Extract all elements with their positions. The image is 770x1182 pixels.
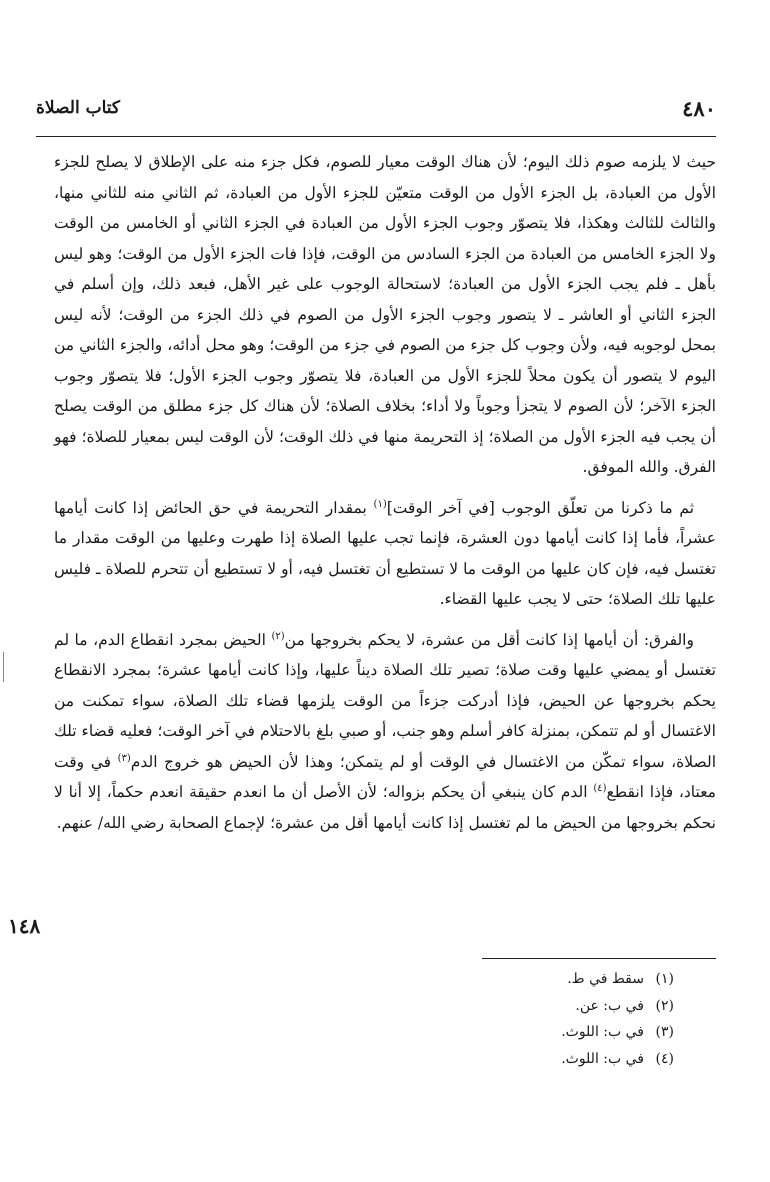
footnote-ref-2: (٢) <box>271 630 285 642</box>
footnote-text: سقط في ط. <box>567 971 644 987</box>
footnote-ref-3: (٣) <box>117 752 131 764</box>
footnote-2 <box>561 993 674 1020</box>
paragraph-3 <box>54 625 716 839</box>
main-text <box>54 147 716 838</box>
paragraph-3-part-4: الدم كان ينبغي أن يحكم بزواله؛ لأن الأصل أن ما انعدم حقيقة انعدم حكماً، إلا أنا لا نحكم بخروجها من الحيض ما لم تغتسل إذا كانت أيامها أقل من عشرة؛ لإجماع الصحابة رضي الله/ عنهم. <box>54 783 716 832</box>
footnote-number: (٣) <box>655 1024 674 1040</box>
footnote-4 <box>561 1046 674 1073</box>
paragraph-3-part-1: والفرق: أن أيامها إذا كانت أقل من عشرة، لا يحكم بخروجها من <box>284 630 694 649</box>
footnote-number: (٤) <box>655 1050 674 1067</box>
footnote-1 <box>561 966 674 993</box>
manuscript-page-ref: ١٤٨ <box>8 914 41 938</box>
footnotes <box>561 966 674 1072</box>
paragraph-1: حيث لا يلزمه صوم ذلك اليوم؛ لأن هناك الوقت معيار للصوم، فكل جزء منه على الإطلاق لا يصلح للجزء الأول من العبادة، بل الجزء الأول من الوقت متعيّن للجزء الأول من العبادة، ثم الثاني منه للثاني منها، والثالث للثالث وهكذا، فلا يتصوّر وجوب الجزء الأول من العبادة في الجزء الثاني أو الخامس من الوقت ولا الجزء الخامس من العبادة من الجزء السادس من الوقت، فإذا فات الجزء الأول من الوقت؛ وهو ليس بأهل ـ فلم يجب الجزء الأول من العبادة؛ لاستحالة الوجوب على غير الأهل، فبعد ذلك، وإن أسلم في الجزء الثاني أو العاشر ـ لا يتصور وجوب الجزء الأول من الصوم في ذلك الجزء من الوقت؛ لأنه ليس بمحل لوجوبه فيه، ولأن وجوب كل جزء من الصوم في جزء من الوقت؛ وهو محل أدائه، والجزء الثاني من اليوم لا يتصور أن يكون محلاً للجزء الأول من العبادة، فلا يتصوّر وجوب الجزء الأول؛ فلا يتصوّر وجوب الجزء الآخر؛ لأن الصوم لا يتجزأ وجوباً ولا أداء؛ بخلاف الصلاة؛ لأن هناك كل جزء مطلق من الوقت يصلح أن يجب فيه الجزء الأول من الصلاة؛ إذ التحريمة منها في ذلك الوقت؛ لأن الوقت ليس بمعيار للصلاة؛ فهو الفرق. والله الموفق. <box>54 153 716 476</box>
page-number: ٤٨٠ <box>682 96 716 121</box>
footnote-text: في ب: اللوث. <box>561 1050 644 1067</box>
page-header <box>36 96 716 128</box>
margin-mark <box>3 652 4 682</box>
footnote-text: في ب: عن. <box>575 997 644 1014</box>
footnote-3 <box>561 1019 674 1046</box>
footnote-number: (٢) <box>655 997 674 1014</box>
paragraph-3-part-2: الحيض بمجرد انقطاع الدم، ما لم تغتسل أو يمضي عليها وقت صلاة؛ تصير تلك الصلاة ديناً عليها، وإذا كانت أيامها عشرة؛ بمجرد الانقطاع يحكم بخروجها عن الحيض، فإذا أدركت جزءاً من الوقت يلزمها قضاء تلك الصلاة، سواء تمكنت من الاغتسال أو لم تتمكن، بمنزلة كافر أسلم وهو جنب، أو صبي بلغ بالاحتلام في آخر الوقت؛ فعليه قضاء تلك الصلاة، سواء تمكّن من الاغتسال في الوقت أو لم يتمكن؛ وهذا لأن الحيض هو خروج الدم <box>54 630 716 771</box>
footnote-text: في ب: اللوث. <box>561 1024 644 1040</box>
paragraph-2-part-1: ثم ما ذكرنا من تعلّق الوجوب [في آخر الوقت] <box>386 498 695 517</box>
footnote-rule <box>482 958 716 959</box>
paragraph-3-part-3: في وقت معتاد، فإذا انقطع <box>54 752 716 801</box>
footnote-number: (١) <box>655 971 674 987</box>
paragraph-2-part-2: بمقدار التحريمة في حق الحائض إذا كانت أيامها عشراً، فأما إذا كانت أيامها دون العشرة، فإنما تجب عليها الصلاة إذا طهرت وعليها من الوقت مقدار ما تغتسل فيه، فإن كان عليها من الوقت ما لا تستطيع أن تغتسل فيه، أو لا تستطيع أن تتحرم للصلاة ـ فليس عليها تلك الصلاة؛ حتى لا يجب عليها القضاء. <box>54 498 716 608</box>
running-title: كتاب الصلاة <box>36 98 121 118</box>
footnote-ref-4: (٤) <box>593 782 607 794</box>
paragraph-2 <box>54 493 716 615</box>
footnote-ref-1: (١) <box>373 498 387 510</box>
header-rule <box>36 136 716 137</box>
